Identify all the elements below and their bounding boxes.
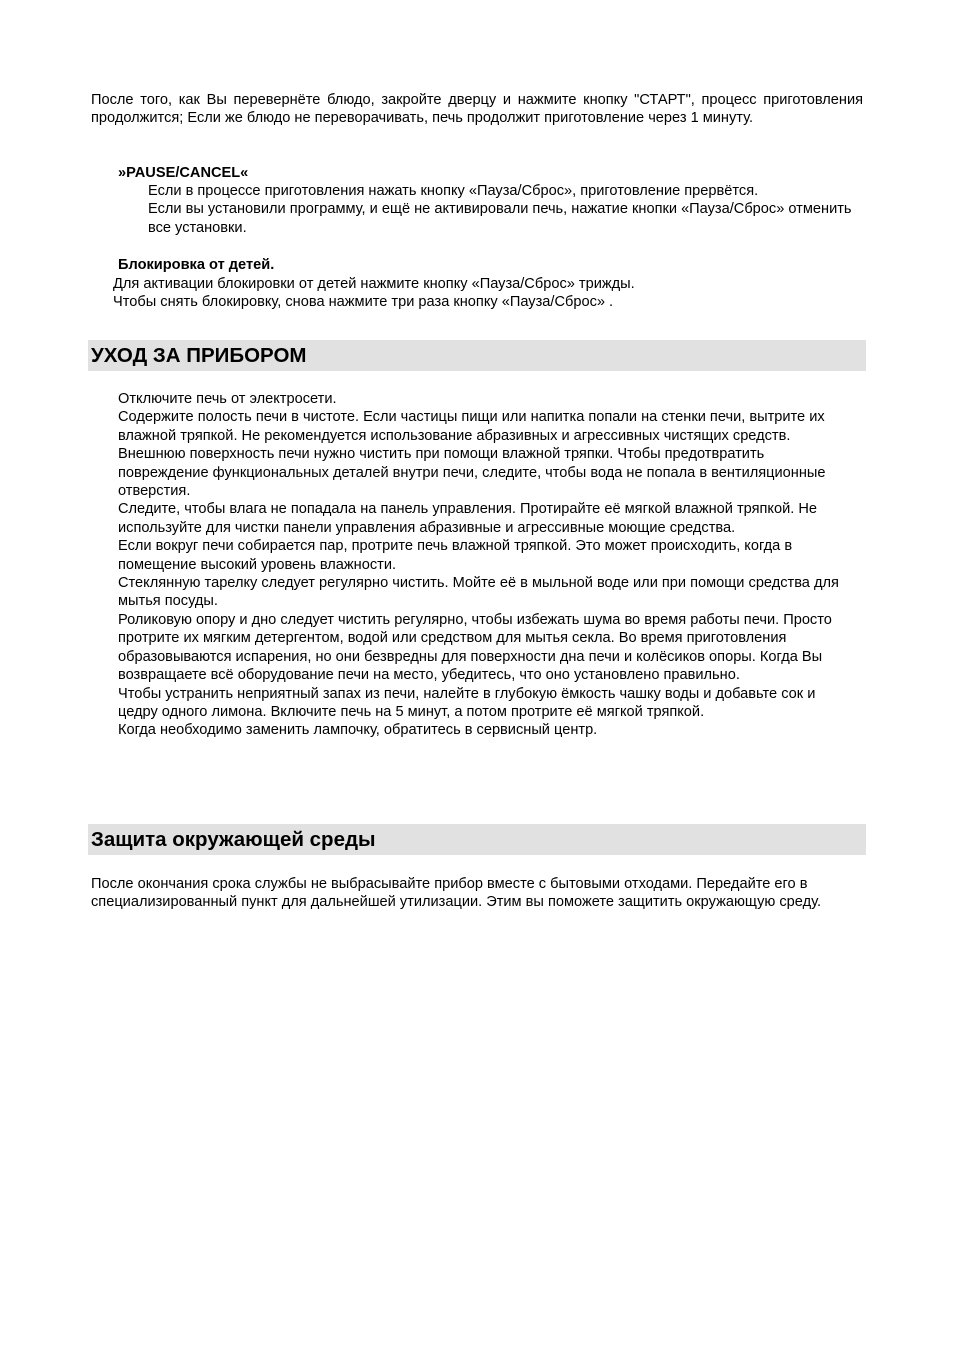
child-lock-line: Для активации блокировки от детей нажмите кнопку «Пауза/Сброс» трижды.	[113, 276, 635, 292]
child-lock-text	[113, 275, 853, 312]
pause-cancel-line: Если в процессе приготовления нажать кнопку «Пауза/Сброс», приготовление прервётся.	[148, 183, 759, 199]
care-item: Если вокруг печи собирается пар, протрите печь влажной тряпкой. Это может происходить, когда в помещение высокий уровень влажности.	[118, 538, 793, 573]
environment-paragraph: После окончания срока службы не выбрасывайте прибор вместе с бытовыми отходами. Передайте его в специализированный пункт для дальнейшей утилизации. Этим вы поможете защитить окружающую среду.	[91, 876, 821, 911]
care-item: Роликовую опору и дно следует чистить регулярно, чтобы избежать шума во время работы печи. Просто протрите их мягким детергентом, водой или средством для мытья секла. Во время приготовления образовываются испарения, но они безвредны для поверхности дна печи и колёсиков опоры. Когда Вы возвращаете всё оборудование печи на место, убедитесь, что оно установлено правильно.	[118, 611, 832, 684]
care-item: Стеклянную тарелку следует регулярно чистить. Мойте её в мыльной воде или при помощи средства для мытья посуды.	[118, 575, 839, 610]
child-lock-title: Блокировка от детей.	[118, 257, 275, 273]
care-item: Содержите полость печи в чистоте. Если частицы пищи или напитка попали на стенки печи, вытрите их влажной тряпкой. Не рекомендуется использование абразивных и агрессивных чистящих средств.	[118, 409, 825, 444]
care-item: Следите, чтобы влага не попадала на панель управления. Протирайте её мягкой влажной тряпкой. Не используйте для чистки панели управления абразивные и агрессивные моющие средства.	[118, 501, 817, 536]
intro-paragraph: После того, как Вы перевернёте блюдо, закройте дверцу и нажмите кнопку "СТАРТ", процесс приготовления продолжится; Если же блюдо не переворачивать, печь продолжит приготовление через 1 минуту.	[91, 92, 863, 127]
pause-cancel-text	[148, 182, 868, 237]
pause-cancel-line: Если вы установили программу, и ещё не активировали печь, нажатие кнопки «Пауза/Сброс» отменить все установки.	[148, 201, 852, 236]
care-item: Внешнюю поверхность печи нужно чистить при помощи влажной тряпки. Чтобы предотвратить повреждение функциональных деталей внутри печи, следите, чтобы вода не попала в вентиляционные отверстия.	[118, 446, 826, 500]
child-lock-line: Чтобы снять блокировку, снова нажмите три раза кнопку «Пауза/Сброс» .	[113, 294, 614, 311]
pause-cancel-title: »PAUSE/CANCEL«	[118, 165, 249, 181]
care-section-heading: УХОД ЗА ПРИБОРОМ	[88, 340, 866, 371]
care-item: Когда необходимо заменить лампочку, обратитесь в сервисный центр.	[118, 722, 598, 739]
care-item: Чтобы устранить неприятный запах из печи, налейте в глубокую ёмкость чашку воды и добавьте сок и цедру одного лимона. Включите печь на 5 минут, а потом протрите её мягкой тряпкой.	[118, 685, 816, 720]
care-list	[118, 390, 858, 740]
environment-section-heading: Защита окружающей среды	[88, 824, 866, 855]
care-item: Отключите печь от электросети.	[118, 391, 337, 407]
